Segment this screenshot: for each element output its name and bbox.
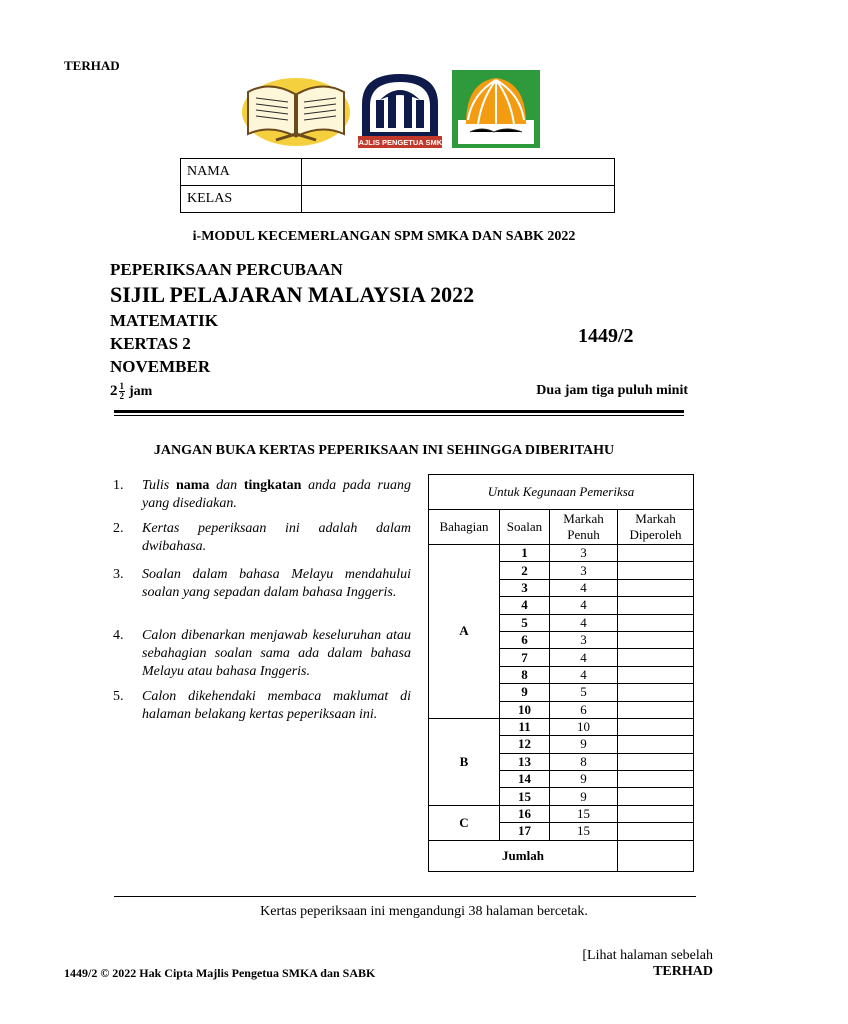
obtained-mark-cell[interactable]: [618, 545, 694, 562]
total-score-cell[interactable]: [618, 840, 694, 871]
instruction-text: Kertas peperiksaan ini adalah dalam dwibahasa.: [142, 521, 411, 554]
table-header-row: [429, 510, 694, 545]
obtained-mark-cell[interactable]: [618, 684, 694, 701]
section-cell: B: [429, 718, 500, 805]
column-header: Soalan: [500, 510, 550, 545]
examiner-table-title: Untuk Kegunaan Pemeriksa: [429, 475, 694, 510]
full-mark-cell: 3: [550, 631, 618, 648]
duration-whole: 2: [110, 383, 118, 399]
full-mark-cell: 4: [550, 597, 618, 614]
full-mark-cell: 9: [550, 788, 618, 805]
total-row: [429, 840, 694, 871]
obtained-mark-cell[interactable]: [618, 823, 694, 840]
column-header: Bahagian: [429, 510, 500, 545]
paper: KERTAS 2: [110, 334, 191, 353]
instruction-number: 4.: [113, 628, 124, 643]
exam-title: SIJIL PELAJARAN MALAYSIA 2022: [110, 282, 475, 307]
instruction-item: [113, 566, 411, 602]
question-cell: 7: [500, 649, 550, 666]
month: NOVEMBER: [110, 357, 211, 376]
classification-bottom: TERHAD: [653, 964, 713, 979]
classification-top: TERHAD: [64, 58, 120, 73]
full-mark-cell: 4: [550, 666, 618, 683]
open-book-logo: [240, 70, 352, 148]
question-cell: 3: [500, 579, 550, 596]
obtained-mark-cell[interactable]: [618, 805, 694, 822]
full-mark-cell: 4: [550, 649, 618, 666]
question-cell: 6: [500, 631, 550, 648]
class-field[interactable]: [302, 186, 615, 213]
name-label: NAMA: [181, 159, 302, 186]
table-row: [181, 159, 615, 186]
obtained-mark-cell[interactable]: [618, 614, 694, 631]
paper-code: 1449/2: [578, 325, 634, 347]
divider: [114, 896, 696, 897]
warning-text: JANGAN BUKA KERTAS PEPERIKSAAN INI SEHINGGA DIBERITAHU: [153, 443, 615, 458]
column-header: Markah Diperoleh: [618, 510, 694, 545]
page-count-note: Kertas peperiksaan ini mengandungi 38 halaman bercetak.: [260, 904, 588, 919]
copyright: 1449/2 © 2022 Hak Cipta Majlis Pengetua SMKA dan SABK: [64, 966, 376, 980]
question-cell: 1: [500, 545, 550, 562]
subject: MATEMATIK: [110, 311, 218, 330]
divider: [114, 410, 684, 413]
question-cell: 15: [500, 788, 550, 805]
instruction-text: Tulis nama dan tingkatan anda pada ruang yang disediakan.: [142, 478, 411, 511]
turn-over-note: [Lihat halaman sebelah: [582, 948, 713, 963]
question-cell: 11: [500, 718, 550, 735]
name-field[interactable]: [302, 159, 615, 186]
full-mark-cell: 9: [550, 736, 618, 753]
table-row: [429, 475, 694, 510]
question-cell: 8: [500, 666, 550, 683]
section-cell: C: [429, 805, 500, 840]
table-row: [429, 545, 694, 562]
total-label: Jumlah: [429, 840, 618, 871]
full-mark-cell: 15: [550, 805, 618, 822]
obtained-mark-cell[interactable]: [618, 771, 694, 788]
module-title: i-MODUL KECEMERLANGAN SPM SMKA DAN SABK 2022: [192, 229, 576, 244]
obtained-mark-cell[interactable]: [618, 579, 694, 596]
obtained-mark-cell[interactable]: [618, 562, 694, 579]
majlis-logo-text: MAJLIS PENGETUA SMKA: [352, 138, 448, 147]
instruction-number: 2.: [113, 521, 124, 536]
table-row: [429, 805, 694, 822]
full-mark-cell: 4: [550, 579, 618, 596]
duration-fraction: [119, 382, 126, 401]
full-mark-cell: 15: [550, 823, 618, 840]
obtained-mark-cell[interactable]: [618, 718, 694, 735]
instruction-item: [113, 627, 411, 681]
instruction-number: 5.: [113, 689, 124, 704]
obtained-mark-cell[interactable]: [618, 649, 694, 666]
full-mark-cell: 3: [550, 562, 618, 579]
question-cell: 4: [500, 597, 550, 614]
question-cell: 17: [500, 823, 550, 840]
instruction-text: Calon dikehendaki membaca maklumat di halaman belakang kertas peperiksaan ini.: [142, 689, 411, 722]
full-mark-cell: 4: [550, 614, 618, 631]
instruction-text: Calon dibenarkan menjawab keseluruhan atau sebahagian soalan sama ada dalam bahasa Melayu atau bahasa Inggeris.: [142, 628, 411, 679]
question-cell: 5: [500, 614, 550, 631]
instruction-text: Soalan dalam bahasa Melayu mendahului soalan yang sepadan dalam bahasa Inggeris.: [142, 567, 411, 600]
class-label: KELAS: [181, 186, 302, 213]
full-mark-cell: 10: [550, 718, 618, 735]
question-cell: 2: [500, 562, 550, 579]
dome-logo: [452, 70, 540, 148]
obtained-mark-cell[interactable]: [618, 736, 694, 753]
section-cell: A: [429, 545, 500, 719]
question-cell: 10: [500, 701, 550, 718]
question-cell: 13: [500, 753, 550, 770]
majlis-pengetua-logo: [352, 70, 448, 148]
examiner-table: [428, 474, 694, 872]
full-mark-cell: 3: [550, 545, 618, 562]
divider: [114, 415, 684, 416]
obtained-mark-cell[interactable]: [618, 788, 694, 805]
obtained-mark-cell[interactable]: [618, 597, 694, 614]
duration-words: Dua jam tiga puluh minit: [536, 383, 688, 398]
column-header: Markah Penuh: [550, 510, 618, 545]
obtained-mark-cell[interactable]: [618, 701, 694, 718]
question-cell: 14: [500, 771, 550, 788]
instruction-item: [113, 477, 411, 513]
full-mark-cell: 9: [550, 771, 618, 788]
duration-numerator: 1: [119, 381, 124, 391]
table-row: [181, 186, 615, 213]
exam-type: PEPERIKSAAN PERCUBAAN: [110, 260, 343, 279]
duration: [110, 382, 152, 401]
duration-denominator: 2: [119, 391, 124, 401]
instruction-item: [113, 520, 411, 556]
question-cell: 16: [500, 805, 550, 822]
table-row: [429, 718, 694, 735]
obtained-mark-cell[interactable]: [618, 753, 694, 770]
instruction-item: [113, 688, 411, 724]
obtained-mark-cell[interactable]: [618, 666, 694, 683]
question-cell: 9: [500, 684, 550, 701]
student-info-table: [180, 158, 615, 213]
duration-unit: jam: [129, 383, 153, 399]
obtained-mark-cell[interactable]: [618, 631, 694, 648]
instruction-number: 3.: [113, 567, 124, 582]
full-mark-cell: 6: [550, 701, 618, 718]
question-cell: 12: [500, 736, 550, 753]
full-mark-cell: 8: [550, 753, 618, 770]
full-mark-cell: 5: [550, 684, 618, 701]
instruction-number: 1.: [113, 478, 124, 493]
